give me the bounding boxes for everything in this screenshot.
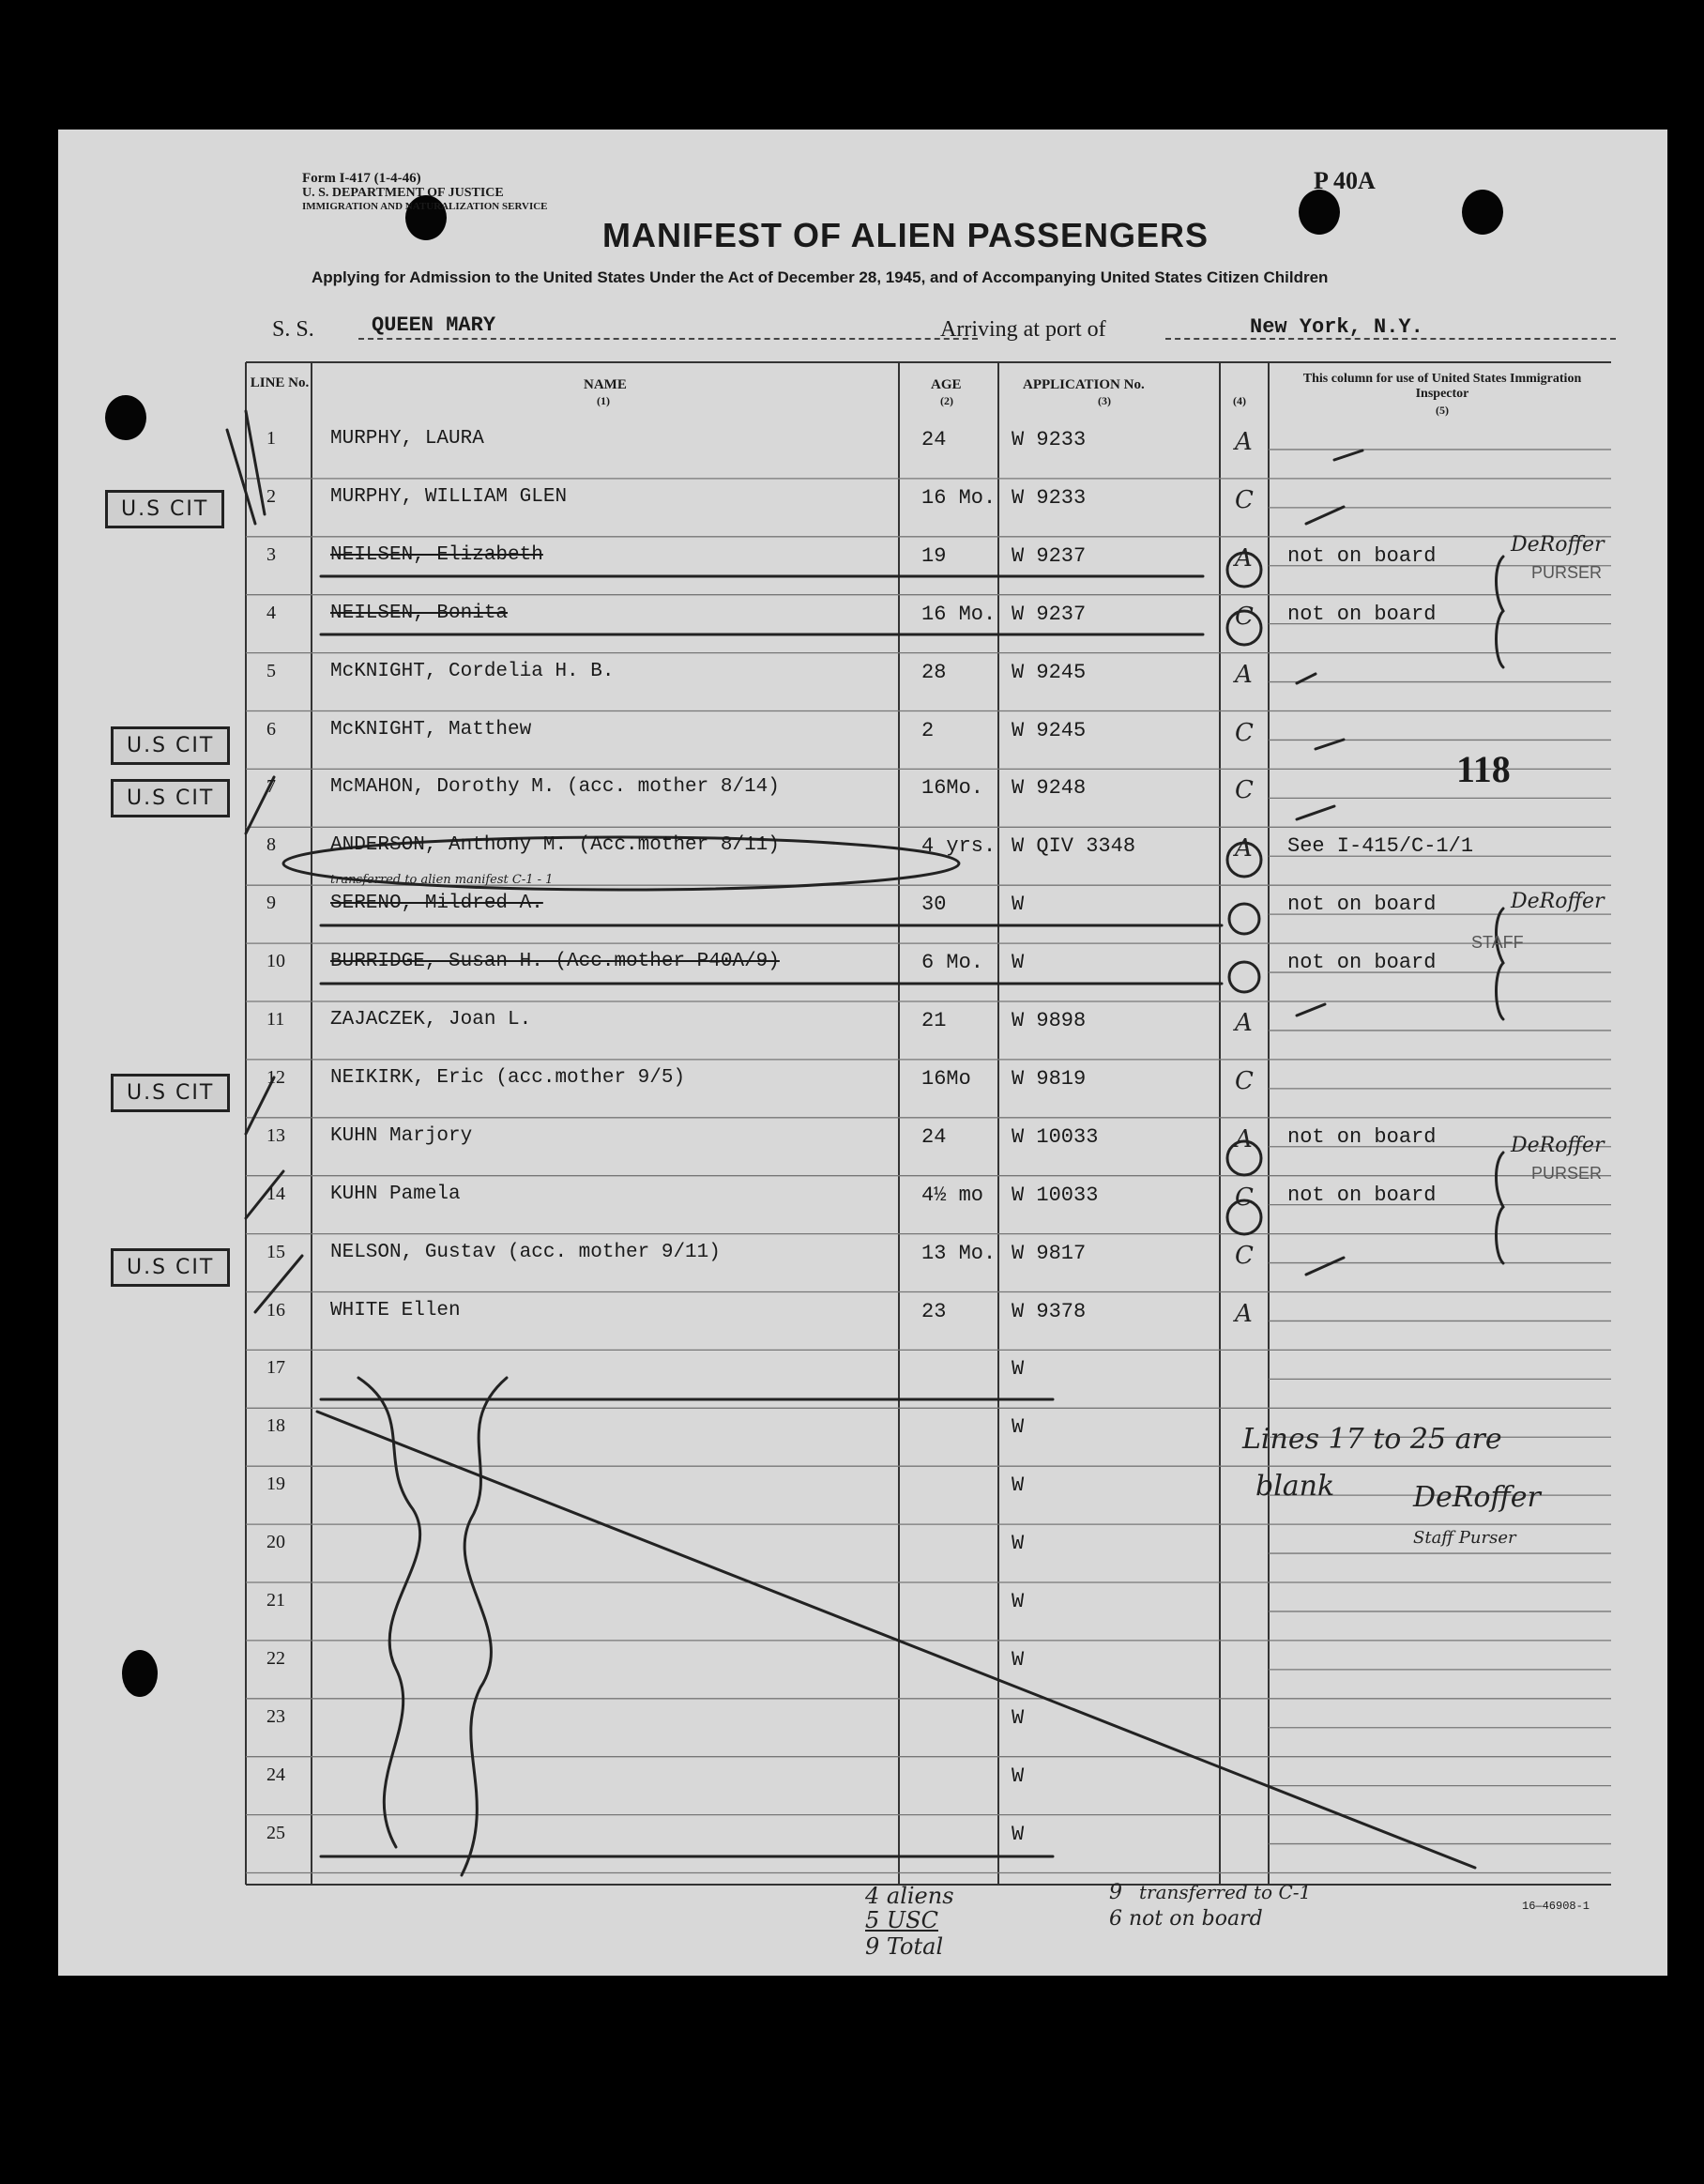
- passenger-name: McKNIGHT, Matthew: [330, 718, 532, 741]
- signature: DeRoffer: [1511, 533, 1605, 557]
- tally-9: 9: [1109, 1881, 1122, 1904]
- line-number: 18: [266, 1415, 285, 1437]
- passenger-age: 28: [921, 660, 947, 684]
- page-subtitle: Applying for Admission to the United States Under the Act of December 28, 1945, and of Accompanying United States Citizen Children: [312, 268, 1329, 286]
- line-number: 9: [266, 893, 276, 914]
- passenger-name: ANDERSON, Anthony M. (Acc.mother 8/11): [330, 834, 780, 857]
- passenger-name: MURPHY, LAURA: [330, 428, 484, 450]
- application-number: W 9245: [1012, 718, 1087, 742]
- application-number: W 9233: [1012, 428, 1087, 451]
- line-number: 23: [266, 1705, 285, 1727]
- col-age-num: (2): [940, 394, 953, 407]
- service: IMMIGRATION AND NATURALIZATION SERVICE: [302, 201, 548, 212]
- col-inspector-num: (5): [1436, 404, 1449, 417]
- application-number: W 9248: [1012, 776, 1087, 801]
- count-118: 118: [1456, 748, 1511, 790]
- application-number: W: [1012, 1705, 1025, 1730]
- class-code: A: [1235, 428, 1253, 456]
- line-number: 12: [266, 1066, 285, 1088]
- line-number: 22: [266, 1647, 285, 1669]
- tally-not-on-board: 6 not on board: [1109, 1907, 1263, 1931]
- passenger-name: NEILSEN, Bonita: [330, 602, 509, 624]
- application-number: W: [1012, 1822, 1025, 1846]
- blank-note-2: blank: [1255, 1470, 1335, 1503]
- class-code: C: [1235, 1241, 1254, 1270]
- purser-stamp: PURSER: [1531, 1164, 1603, 1183]
- passenger-name: KUHN Marjory: [330, 1124, 473, 1147]
- class-code: C: [1235, 485, 1254, 514]
- application-number: W: [1012, 893, 1025, 917]
- tally-total: 9 Total: [865, 1933, 944, 1960]
- application-number: W: [1012, 1357, 1025, 1382]
- class-code: A: [1235, 1124, 1253, 1153]
- line-number: 11: [266, 1009, 285, 1030]
- line-number: 15: [266, 1241, 285, 1262]
- line-number: 24: [266, 1764, 285, 1785]
- class-code: C: [1235, 1066, 1254, 1095]
- passenger-age: 23: [921, 1299, 947, 1323]
- col-app-num: (3): [1098, 394, 1111, 407]
- us-cit-stamp: U.S CIT: [111, 1074, 230, 1112]
- class-code: C: [1235, 602, 1254, 631]
- passenger-age: 19: [921, 543, 947, 568]
- form-number: Form I-417 (1-4-46): [302, 171, 421, 186]
- passenger-age: 4½ mo: [921, 1183, 984, 1207]
- line-number: 19: [266, 1474, 285, 1495]
- col-app-header: APPLICATION No.: [1023, 377, 1145, 392]
- application-number: W 10033: [1012, 1183, 1099, 1207]
- application-number: W QIV 3348: [1012, 834, 1136, 859]
- application-number: W: [1012, 1647, 1025, 1672]
- line-number: 2: [266, 485, 276, 507]
- passenger-age: 2: [921, 718, 935, 742]
- inspector-remark: not on board: [1287, 951, 1437, 975]
- application-number: W 9233: [1012, 485, 1087, 510]
- passenger-name: NEIKIRK, Eric (acc.mother 9/5): [330, 1066, 686, 1089]
- page-title: MANIFEST OF ALIEN PASSENGERS: [602, 216, 1210, 254]
- line-number: 21: [266, 1590, 285, 1611]
- class-code: A: [1235, 834, 1253, 863]
- passenger-name: McKNIGHT, Cordelia H. B.: [330, 660, 615, 682]
- page-ref: P 40A: [1314, 167, 1376, 194]
- line-number: 5: [266, 660, 276, 681]
- us-cit-stamp: U.S CIT: [111, 1248, 230, 1287]
- class-code: A: [1235, 1009, 1253, 1037]
- inspector-remark: not on board: [1287, 602, 1437, 626]
- application-number: W 9817: [1012, 1241, 1087, 1265]
- inspector-remark: See I-415/C-1/1: [1287, 834, 1474, 859]
- line-number: 8: [266, 834, 276, 856]
- inspector-remark: not on board: [1287, 1124, 1437, 1149]
- class-code: C: [1235, 776, 1254, 805]
- line-number: 17: [266, 1357, 285, 1379]
- passenger-age: 21: [921, 1009, 947, 1032]
- blank-note-1: Lines 17 to 25 are: [1242, 1423, 1502, 1456]
- col-line-header: LINE No.: [250, 375, 310, 390]
- col-inspector-header: This column for use of United States Immigration Inspector: [1302, 372, 1582, 401]
- application-number: W: [1012, 1590, 1025, 1613]
- col-name-num: (1): [597, 394, 610, 407]
- line-number: 3: [266, 543, 276, 565]
- application-number: W 9237: [1012, 602, 1087, 626]
- class-code: A: [1235, 660, 1253, 689]
- application-number: W 9378: [1012, 1299, 1087, 1323]
- application-number: W: [1012, 1532, 1025, 1556]
- line-number: 25: [266, 1822, 285, 1843]
- class-code: C: [1235, 1183, 1254, 1212]
- passenger-age: 6 Mo.: [921, 951, 984, 975]
- passenger-age: 30: [921, 893, 947, 917]
- line-number: 6: [266, 718, 276, 740]
- line-number: 13: [266, 1124, 285, 1146]
- table-grid: [58, 130, 1667, 1976]
- staff-stamp: STAFF: [1471, 933, 1524, 952]
- line-number: 14: [266, 1183, 285, 1204]
- inspector-remark: not on board: [1287, 1183, 1437, 1207]
- application-number: W: [1012, 1415, 1025, 1440]
- us-cit-stamp: U.S CIT: [111, 726, 230, 765]
- line-number: 10: [266, 951, 285, 972]
- transfer-note: transferred to C-1: [1139, 1881, 1312, 1903]
- class-code: A: [1235, 543, 1253, 573]
- tally-usc: 5 USC: [865, 1907, 938, 1933]
- signature: DeRoffer: [1511, 890, 1605, 913]
- passenger-name: ZAJACZEK, Joan L.: [330, 1009, 532, 1031]
- signature: DeRoffer: [1511, 1134, 1605, 1157]
- inspector-remark: not on board: [1287, 543, 1437, 568]
- application-number: W 9237: [1012, 543, 1087, 568]
- port-label: Arriving at port of: [940, 317, 1106, 342]
- tally-aliens: 4 aliens: [865, 1883, 954, 1909]
- passenger-age: 16 Mo.: [921, 602, 997, 626]
- class-code: A: [1235, 1299, 1253, 1328]
- application-number: W: [1012, 1474, 1025, 1498]
- line-number: 7: [266, 776, 276, 798]
- application-number: W: [1012, 951, 1025, 975]
- port-name: New York, N.Y.: [1250, 315, 1423, 339]
- application-number: W 10033: [1012, 1124, 1099, 1149]
- application-number: W: [1012, 1764, 1025, 1788]
- class-code: C: [1235, 718, 1254, 747]
- ship-prefix: S. S.: [272, 317, 314, 342]
- inspector-remark: not on board: [1287, 893, 1437, 917]
- passenger-age: 4 yrs.: [921, 834, 997, 859]
- line-number: 16: [266, 1299, 285, 1321]
- manifest-page: [58, 130, 1667, 1976]
- line-number: 20: [266, 1532, 285, 1553]
- ship-name: QUEEN MARY: [372, 313, 496, 337]
- passenger-age: 24: [921, 1124, 947, 1149]
- passenger-name: KUHN Pamela: [330, 1183, 461, 1205]
- line-number: 4: [266, 602, 276, 623]
- passenger-name: BURRIDGE, Susan H. (Acc.mother P40A/9): [330, 951, 780, 973]
- passenger-age: 13 Mo.: [921, 1241, 997, 1265]
- application-number: W 9819: [1012, 1066, 1087, 1091]
- passenger-name: NELSON, Gustav (acc. mother 9/11): [330, 1241, 721, 1263]
- passenger-age: 16Mo.: [921, 776, 984, 801]
- passenger-age: 16Mo: [921, 1066, 971, 1091]
- passenger-age: 24: [921, 428, 947, 451]
- us-cit-stamp: U.S CIT: [105, 490, 224, 528]
- us-cit-stamp: U.S CIT: [111, 779, 230, 817]
- signature: DeRoffer: [1413, 1481, 1541, 1514]
- passenger-name: MURPHY, WILLIAM GLEN: [330, 485, 568, 508]
- col-4-num: (4): [1233, 394, 1246, 407]
- footer-code: 16—46908-1: [1522, 1900, 1590, 1913]
- purser-stamp: PURSER: [1531, 563, 1603, 582]
- col-age-header: AGE: [931, 377, 962, 392]
- row8-note: transferred to alien manifest C-1 - 1: [330, 873, 554, 887]
- passenger-name: McMAHON, Dorothy M. (acc. mother 8/14): [330, 776, 780, 799]
- application-number: W 9898: [1012, 1009, 1087, 1032]
- passenger-name: WHITE Ellen: [330, 1299, 461, 1321]
- line-number: 1: [266, 428, 276, 449]
- passenger-age: 16 Mo.: [921, 485, 997, 510]
- staff-note: Staff Purser: [1413, 1528, 1516, 1548]
- agency: U. S. DEPARTMENT OF JUSTICE: [302, 186, 504, 200]
- application-number: W 9245: [1012, 660, 1087, 684]
- passenger-name: SERENO, Mildred A.: [330, 893, 543, 915]
- col-name-header: NAME: [584, 377, 627, 392]
- passenger-name: NEILSEN, Elizabeth: [330, 543, 543, 566]
